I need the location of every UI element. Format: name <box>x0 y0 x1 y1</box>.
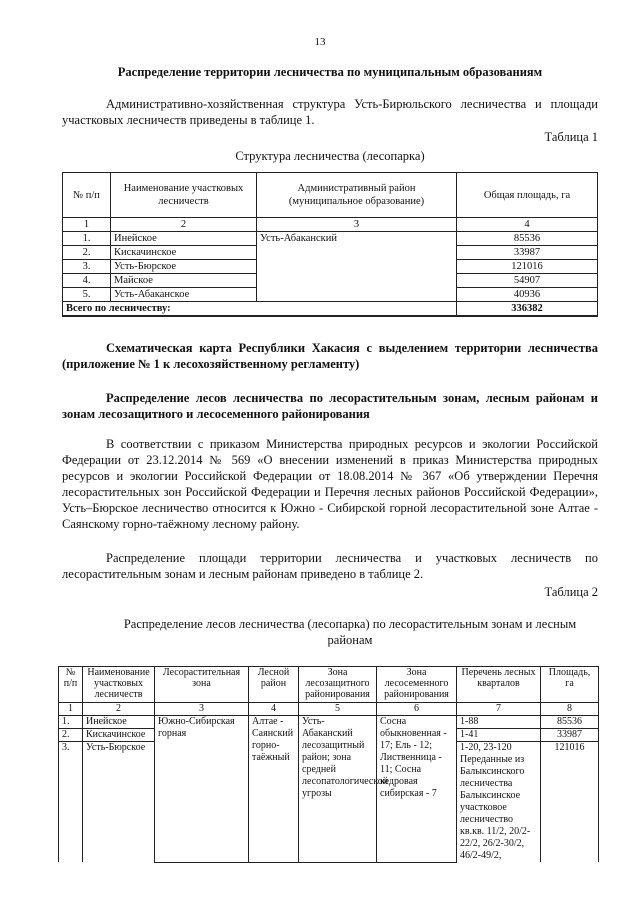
table1-label: Таблица 1 <box>544 130 598 144</box>
section-title-map: Схематическая карта Республики Хакасия с выделением территории лесничества (приложение № 1 к лесохозяйственному регламенту) <box>62 341 598 371</box>
row-number: 2. <box>63 246 111 260</box>
index-cell: 7 <box>457 703 541 716</box>
structure-paragraph: Административно-хозяйственная структура Усть-Бирюльского лесничества и площади участковых лесничеств приведены в таблице 1. <box>62 97 598 127</box>
forestry-name: Инейское <box>83 716 155 729</box>
header-cell: Лесной район <box>249 667 299 703</box>
header-cell: № п/п <box>59 667 83 703</box>
row-number: 3. <box>59 742 83 863</box>
header-cell: Общая площадь, га <box>457 173 598 218</box>
forestry-name: Майское <box>111 274 257 288</box>
header-cell: Наименование участковых лесничеств <box>111 173 257 218</box>
section-title-distribution: Распределение лесов лесничества по лесорастительным зонам, лесным районам и зонам лесозащитного и лесосеменного районирования <box>62 391 598 421</box>
index-cell: 4 <box>249 703 299 716</box>
header-cell: Зона лесосеменного районирования <box>377 667 457 703</box>
forestry-name: Усть-Бюрское <box>83 742 155 863</box>
section-title-territory: Распределение территории лесничества по муниципальным образованиям <box>117 65 543 79</box>
index-cell: 1 <box>63 218 111 232</box>
index-cell: 6 <box>377 703 457 716</box>
total-value: 336382 <box>457 302 598 317</box>
table-total-row <box>63 302 598 317</box>
forest-zones-table <box>58 666 599 863</box>
row-number: 2. <box>59 729 83 742</box>
table-row <box>59 716 599 729</box>
header-cell: Перечень лесных кварталов <box>457 667 541 703</box>
forestry-name: Инейское <box>111 232 257 246</box>
quarters-cell: 1-41 <box>457 729 541 742</box>
total-label: Всего по лесничеству: <box>63 302 457 317</box>
area-value: 85536 <box>457 232 598 246</box>
table2-label: Таблица 2 <box>544 585 598 599</box>
table-index-row <box>59 703 599 716</box>
area-value: 54907 <box>457 274 598 288</box>
index-cell: 2 <box>111 218 257 232</box>
row-number: 5. <box>63 288 111 302</box>
forestry-structure-table <box>62 172 598 317</box>
district-cell: Усть-Абаканский <box>257 232 457 302</box>
row-number: 1. <box>63 232 111 246</box>
forestry-name: Кискачинское <box>111 246 257 260</box>
row-number: 1. <box>59 716 83 729</box>
index-cell: 2 <box>83 703 155 716</box>
district-cell: Алтае - Саянский горно-таёжный <box>249 716 299 863</box>
quarters-cell: 1-20, 23-120 Переданные из Балыксинского лесничества Балыксинское участковое лесничество кв.кв. 11/2, 20/2-22/2, 26/2-30/2, 46/2-49/2, <box>457 742 541 863</box>
index-cell: 3 <box>257 218 457 232</box>
table2-caption: Распределение лесов лесничества (лесопарка) по лесорастительным зонам и лесным районам <box>123 617 577 647</box>
area-value: 40936 <box>457 288 598 302</box>
quarters-cell: 1-88 <box>457 716 541 729</box>
table-header-row <box>63 173 598 218</box>
index-cell: 5 <box>299 703 377 716</box>
table1-caption: Структура лесничества (лесопарка) <box>235 149 425 163</box>
row-number: 3. <box>63 260 111 274</box>
area-value: 121016 <box>457 260 598 274</box>
distribution-paragraph: Распределение площади территории лесничества и участковых лесничеств по лесорастительным зонам и лесным районам приведено в таблице 2. <box>62 551 598 581</box>
header-cell: Зона лесозащитного районирования <box>299 667 377 703</box>
header-cell: Площадь, га <box>541 667 599 703</box>
table-index-row <box>63 218 598 232</box>
area-value: 85536 <box>541 716 599 729</box>
zone-cell: Южно-Сибирская горная <box>155 716 249 863</box>
index-cell: 8 <box>541 703 599 716</box>
row-number: 4. <box>63 274 111 288</box>
forestry-name: Усть-Абаканское <box>111 288 257 302</box>
table-header-row <box>59 667 599 703</box>
forestry-name: Усть-Бюрское <box>111 260 257 274</box>
table-row <box>63 232 598 246</box>
index-cell: 3 <box>155 703 249 716</box>
header-cell: Административный район (муниципальное образование) <box>257 173 457 218</box>
forestry-name: Кискачинское <box>83 729 155 742</box>
page-number: 13 <box>314 36 326 48</box>
header-cell: Лесорастительная зона <box>155 667 249 703</box>
area-value: 33987 <box>457 246 598 260</box>
header-cell: № п/п <box>63 173 111 218</box>
regulation-paragraph: В соответствии с приказом Министерства природных ресурсов и экологии Российской Федерации от 23.12.2014 № 569 «О внесении изменений в приказ Министерства природных ресурсов и экологии Российской Федерации от 18.08.2014 № 367 «Об утверждении Перечня лесорастительных зон Российской Федерации и Перечня лесных районов Российской Федерации», Усть–Бюрское лесничество относится к Южно - Сибирской горной лесорастительной зоне Алтае - Саянскому горно-таёжному лесному району. <box>62 437 598 531</box>
protection-zone-cell: Усть-Абаканский лесозащитный район; зона средней лесопатологической угрозы <box>299 716 377 863</box>
header-cell: Наименование участковых лесничеств <box>83 667 155 703</box>
index-cell: 1 <box>59 703 83 716</box>
index-cell: 4 <box>457 218 598 232</box>
area-value: 121016 <box>541 742 599 863</box>
area-value: 33987 <box>541 729 599 742</box>
seed-zone-cell: Сосна обыкновенная - 17; Ель - 12; Лиственница - 11; Сосна кедровая сибирская - 7 <box>377 716 457 863</box>
